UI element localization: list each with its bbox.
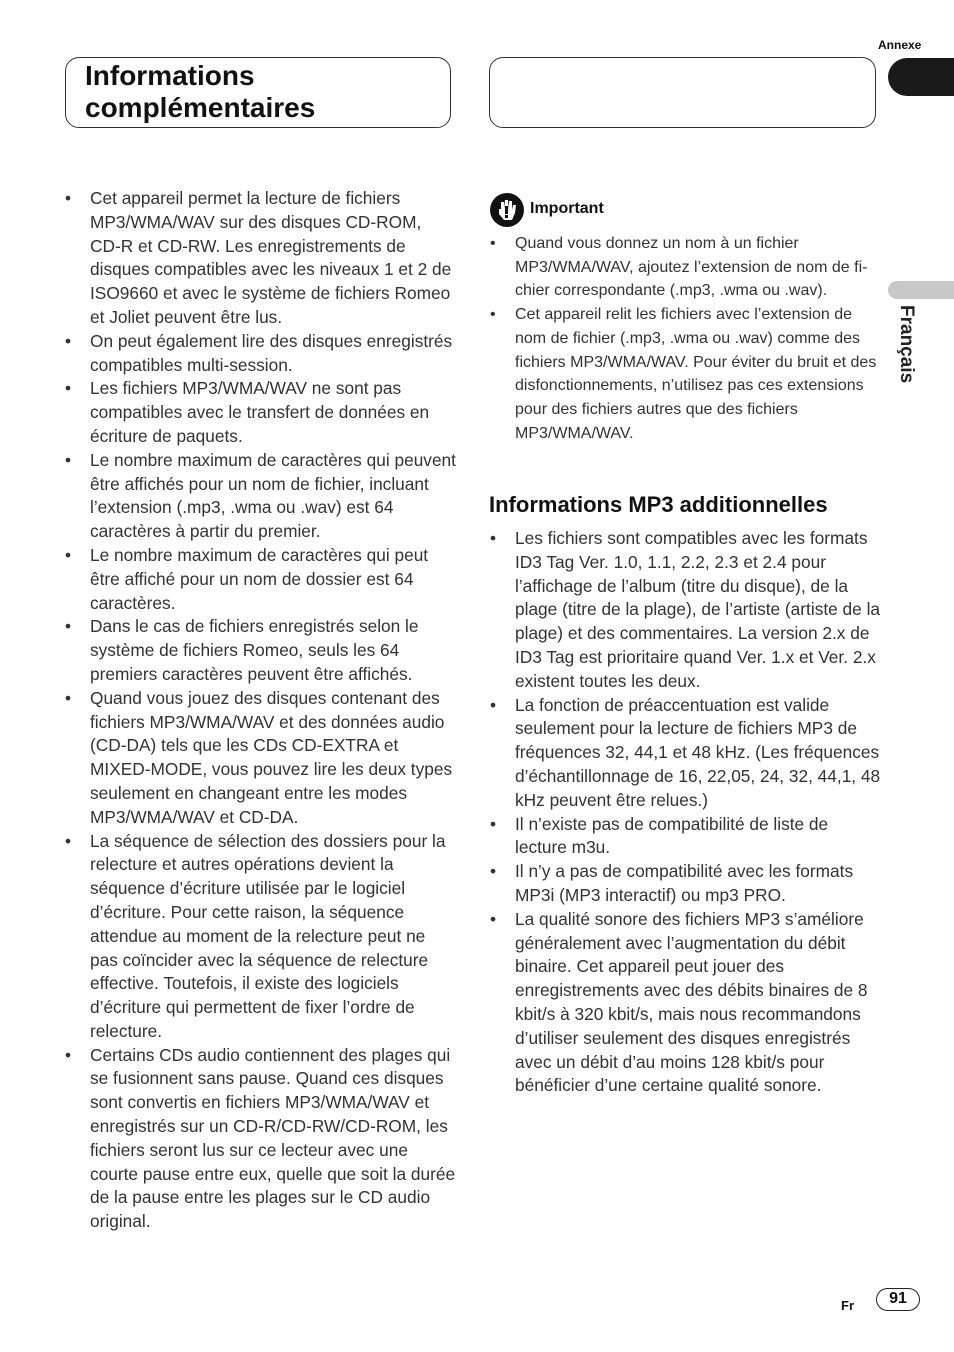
list-item: • La fonction de préaccentuation est valide seulement pour la lecture de fichiers MP3 de fréquences 32, 44,1 et 48 kHz. (Les fréquences d’échantillonnage de 16, 22,05, 24, 32, 44,1, 48 kHz peuvent être relues.): [489, 694, 881, 813]
list-item: • Le nombre maximum de caractères qui peut être affiché pour un nom de dossier est 64 caractères.: [64, 544, 456, 615]
list-item: • Quand vous donnez un nom à un fichier MP3/WMA/WAV, ajoutez l’extension de nom de fichier correspondante (.mp3, .wma ou .wav).: [489, 232, 879, 303]
language-tab-marker: [888, 281, 954, 299]
empty-header-box: [489, 57, 876, 128]
important-title: Important: [530, 200, 604, 217]
list-item: • Cet appareil permet la lecture de fichiers MP3/WMA/WAV sur des disques CD-ROM, CD-R et CD-RW. Les enregistrements de disques compatibles avec les niveaux 1 et 2 de ISO9660 et avec le système de fichiers Romeo et Joliet peuvent être lus.: [64, 187, 456, 330]
list-item: • Les fichiers MP3/WMA/WAV ne sont pas compatibles avec le transfert de données en écriture de paquets.: [64, 377, 456, 448]
list-item: • Dans le cas de fichiers enregistrés selon le système de fichiers Romeo, seuls les 64 premiers caractères peuvent être affichés.: [64, 615, 456, 686]
left-column: [64, 187, 456, 1234]
mp3-bullet-list: [489, 527, 881, 1098]
list-item: • Il n’existe pas de compatibilité de liste de lecture m3u.: [489, 813, 881, 861]
important-bullet-list: [489, 232, 879, 445]
list-item: • Cet appareil relit les fichiers avec l’extension de nom de fichier (.mp3, .wma ou .wav) comme des fichiers MP3/WMA/WAV. Pour éviter du bruit et des disfonctionnements, n’utilisez pas ces extensions pour des fichiers autres que des fichiers MP3/WMA/WAV.: [489, 303, 879, 445]
section-tab: [888, 58, 954, 96]
section-label: Annexe: [878, 38, 922, 52]
page-title: Informations complémentaires: [85, 60, 316, 123]
language-code: Fr: [841, 1298, 854, 1313]
list-item: • Quand vous jouez des disques contenant des fichiers MP3/WMA/WAV et des données audio (CD-DA) tels que les CDs CD-EXTRA et MIXED-MODE, vous pouvez lire les deux types seulement en changeant entre les modes MP3/WMA/WAV et CD-DA.: [64, 687, 456, 830]
section-heading: Informations MP3 additionnelles: [489, 492, 828, 517]
title-box: [65, 57, 451, 128]
important-header: [489, 192, 879, 232]
list-item: • Le nombre maximum de caractères qui peuvent être affichés pour un nom de fichier, incluant l’extension (.mp3, .wma ou .wav) est 64 caractères à partir du premier.: [64, 449, 456, 544]
list-item: • La séquence de sélection des dossiers pour la relecture et autres opérations devient la séquence d’écriture utilisée par le logiciel d’écriture. Pour cette raison, la séquence attendue au moment de la relecture peut ne pas coïncider avec la séquence de relecture effective. Toutefois, il existe des logiciels d’écriture qui permettent de fixer l’ordre de relecture.: [64, 830, 456, 1044]
list-item: • Il n’y a pas de compatibilité avec les formats MP3i (MP3 interactif) ou mp3 PRO.: [489, 860, 881, 908]
page-number: 91: [876, 1288, 920, 1311]
language-tab-label: Français: [896, 305, 917, 384]
important-note: [489, 192, 879, 445]
left-bullet-list: [64, 187, 456, 1234]
list-item: • Les fichiers sont compatibles avec les formats ID3 Tag Ver. 1.0, 1.1, 2.2, 2.3 et 2.4 pour l’affichage de l’album (titre du disque), de la plage (titre de la plage), de l’artiste (artiste de la plage) et des commentaires. La version 2.x de ID3 Tag est prioritaire quand Ver. 1.x et Ver. 2.x existent toutes les deux.: [489, 527, 881, 694]
list-item: • On peut également lire des disques enregistrés compatibles multi-session.: [64, 330, 456, 378]
mp3-info-section: [489, 491, 881, 1098]
list-item: • Certains CDs audio contiennent des plages qui se fusionnent sans pause. Quand ces disques sont convertis en fichiers MP3/WMA/WAV et enregistrés sur un CD-R/CD-RW/CD-ROM, les fichiers seront lus sur ce lecteur avec une courte pause entre eux, quelle que soit la durée de la pause entre les plages sur le CD audio original.: [64, 1044, 456, 1234]
list-item: • La qualité sonore des fichiers MP3 s’améliore généralement avec l’augmentation du débit binaire. Cet appareil peut jouer des enregistrements avec des débits binaires de 8 kbit/s à 320 kbit/s, mais nous recommandons d’utiliser seulement des disques enregistrés avec un débit d’au moins 128 kbit/s pour bénéficier d’une certaine qualité sonore.: [489, 908, 881, 1098]
important-hand-icon: [490, 193, 524, 227]
